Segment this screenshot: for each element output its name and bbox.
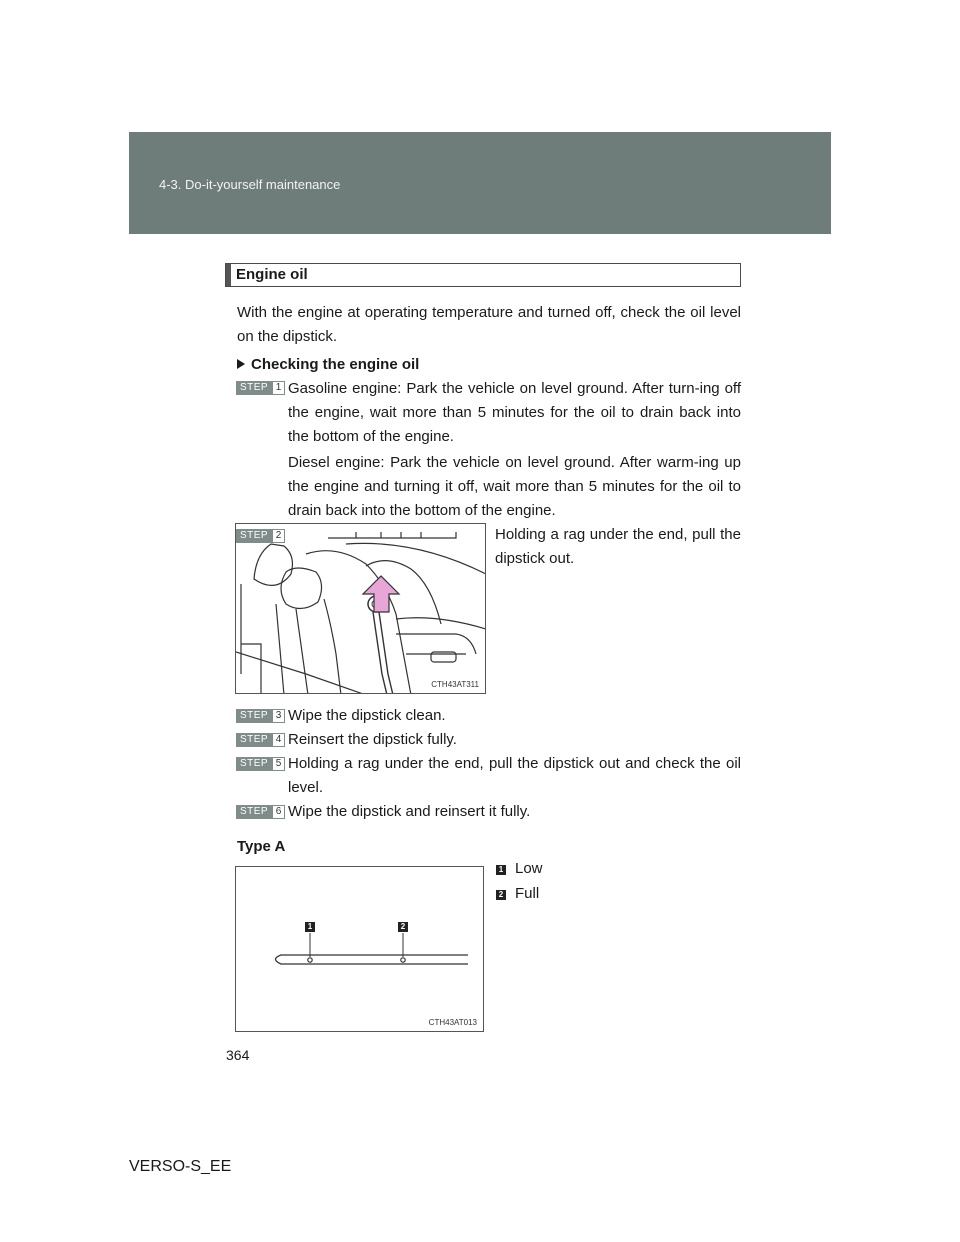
low-mark-dot	[308, 958, 312, 962]
step-label: STEP	[236, 805, 272, 819]
figure-code: CTH43AT311	[431, 680, 479, 689]
dipstick-level-figure	[235, 866, 484, 1032]
step-number: 3	[272, 709, 285, 723]
step-badge-5	[236, 757, 285, 771]
step-label: STEP	[236, 529, 272, 543]
dipstick-shaft	[373, 612, 393, 694]
triangle-bullet-icon	[237, 359, 245, 369]
step-4-text: Reinsert the dipstick fully.	[288, 731, 457, 748]
step-1-text: Gasoline engine: Park the vehicle on level ground. After turn-ing off the engine, wait more than 5 minutes for the oil to drain back into the bottom of the engine.	[288, 380, 741, 445]
section-title: 4-3. Do-it-yourself maintenance	[159, 177, 341, 192]
heading-accent-bar	[226, 264, 231, 286]
step-6-text: Wipe the dipstick and reinsert it fully.	[288, 803, 531, 820]
step-number: 5	[272, 757, 285, 771]
footer-model-code: VERSO-S_EE	[129, 1158, 232, 1175]
topic-heading-box	[225, 263, 741, 287]
intro-paragraph: With the engine at operating temperature and turned off, check the oil level on the dipstick.	[237, 304, 741, 345]
page-number: 364	[226, 1047, 250, 1063]
step-5-text: Holding a rag under the end, pull the dipstick out and check the oil level.	[288, 755, 741, 796]
step-1-diesel-text: Diesel engine: Park the vehicle on level ground. After warm-ing up the engine and turning it off, wait more than 5 minutes for the oil to drain back into the bottom of the engine.	[288, 454, 741, 519]
subheading-text: Checking the engine oil	[251, 356, 420, 373]
step-label: STEP	[236, 381, 272, 395]
step-number: 1	[272, 381, 285, 395]
step-number: 2	[272, 529, 285, 543]
dipstick-figure	[235, 523, 486, 694]
step-badge-2	[236, 529, 285, 543]
full-marker: 2	[398, 922, 408, 932]
step-3-text: Wipe the dipstick clean.	[288, 707, 446, 724]
low-marker: 1	[305, 922, 315, 932]
engine-bay-illustration	[236, 524, 486, 694]
legend-full: Full	[515, 885, 540, 902]
legend-marker-2: 2	[496, 890, 506, 900]
step-badge-6	[236, 805, 285, 819]
step-badge-4	[236, 733, 285, 747]
subheading	[237, 356, 419, 373]
step-badge-3	[236, 709, 285, 723]
step-2-text: Holding a rag under the end, pull the dipstick out.	[495, 526, 741, 567]
figure-code: CTH43AT013	[428, 1018, 477, 1027]
step-number: 6	[272, 805, 285, 819]
full-mark-dot	[401, 958, 405, 962]
topic-heading: Engine oil	[236, 266, 308, 283]
legend-marker-1: 1	[496, 865, 506, 875]
step-label: STEP	[236, 757, 272, 771]
type-label: Type A	[237, 838, 286, 855]
legend-low: Low	[515, 860, 543, 877]
section-header	[129, 132, 831, 234]
step-label: STEP	[236, 709, 272, 723]
step-number: 4	[272, 733, 285, 747]
step-label: STEP	[236, 733, 272, 747]
dipstick-tip-illustration	[236, 867, 484, 1032]
step-badge-1	[236, 381, 285, 395]
